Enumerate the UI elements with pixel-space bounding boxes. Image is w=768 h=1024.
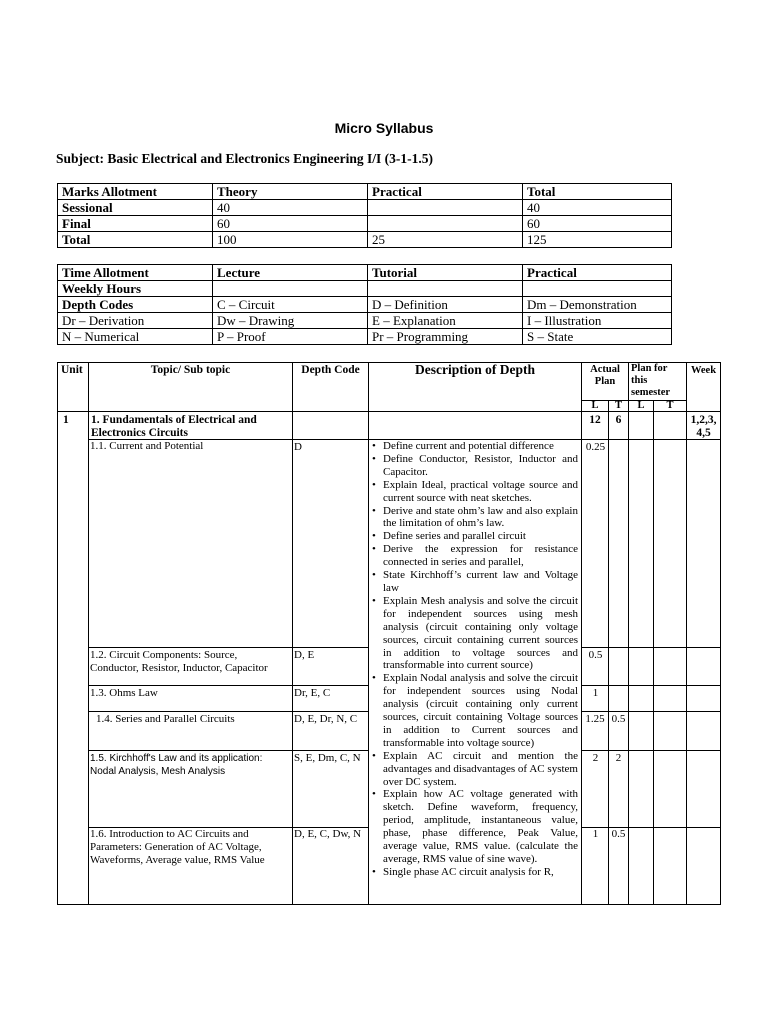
table-cell bbox=[368, 281, 523, 297]
description-of-depth bbox=[372, 440, 578, 905]
marks-allotment-table bbox=[57, 183, 672, 248]
table-cell: 60 bbox=[213, 216, 368, 232]
header-topic: Topic/ Sub topic bbox=[150, 364, 231, 376]
depth-1-5: S, E, Dm, C, N bbox=[294, 752, 361, 764]
depth-1-6: D, E, C, Dw, N bbox=[294, 828, 362, 840]
table-cell: Depth Codes bbox=[58, 297, 213, 313]
actual-t-1-5: 2 bbox=[615, 752, 622, 764]
table-row bbox=[58, 281, 672, 297]
topic-1-1: 1.1. Current and Potential bbox=[90, 440, 204, 452]
column-divider bbox=[628, 362, 629, 905]
table-cell: 40 bbox=[213, 200, 368, 216]
table-cell: Weekly Hours bbox=[58, 281, 213, 297]
table-cell: Total bbox=[58, 232, 213, 248]
table-cell: Pr – Programming bbox=[368, 329, 523, 345]
list-item: • Define Conductor, Resistor, Inductor and Capacitor. bbox=[372, 453, 578, 479]
table-cell: Dr – Derivation bbox=[58, 313, 213, 329]
list-item: • Define series and parallel circuit bbox=[372, 530, 578, 543]
header-description: Description of Depth bbox=[415, 362, 535, 377]
column-divider bbox=[292, 362, 293, 905]
depth-1-2: D, E bbox=[294, 649, 315, 661]
row-divider bbox=[88, 647, 368, 648]
header-plan-l: L bbox=[637, 400, 645, 411]
table-cell: Total bbox=[523, 184, 672, 200]
header-actual-plan: Actual Plan bbox=[590, 364, 620, 387]
description-list bbox=[372, 440, 578, 879]
table-cell: S – State bbox=[523, 329, 672, 345]
row-divider bbox=[581, 711, 721, 712]
page-title: Micro Syllabus bbox=[334, 120, 434, 136]
topic-1-3: 1.3. Ohms Law bbox=[90, 687, 158, 699]
header-actual-t: T bbox=[614, 400, 622, 411]
table-cell: 60 bbox=[523, 216, 672, 232]
table-cell bbox=[523, 281, 672, 297]
syllabus-table bbox=[57, 362, 721, 905]
table-cell: I – Illustration bbox=[523, 313, 672, 329]
time-allotment-table bbox=[57, 264, 672, 345]
table-cell: Marks Allotment bbox=[58, 184, 213, 200]
column-divider bbox=[686, 362, 687, 905]
table-cell: Practical bbox=[368, 184, 523, 200]
table-cell bbox=[368, 200, 523, 216]
table-cell bbox=[213, 281, 368, 297]
actual-t-1-6: 0.5 bbox=[611, 828, 626, 840]
unit-title: 1. Fundamentals of Electrical and Electronics Circuits bbox=[91, 414, 257, 439]
list-item: • Explain Nodal analysis and solve the circuit for independent sources using Nodal analysis (circuit containing only current sources, circuit containing Voltage sources in addition to Current sources and transformable into voltage source) bbox=[372, 672, 578, 749]
header-depth-code: Depth Code bbox=[301, 364, 360, 376]
table-cell: Tutorial bbox=[368, 265, 523, 281]
column-divider bbox=[653, 400, 654, 905]
table-cell: 100 bbox=[213, 232, 368, 248]
header-unit: Unit bbox=[61, 364, 83, 376]
topic-1-5: 1.5. Kirchhoff's Law and its application: Nodal Analysis, Mesh Analysis bbox=[90, 753, 263, 777]
table-cell: Final bbox=[58, 216, 213, 232]
depth-1-4: D, E, Dr, N, C bbox=[294, 713, 358, 725]
table-cell: D – Definition bbox=[368, 297, 523, 313]
list-item: • Define current and potential difference bbox=[372, 440, 578, 453]
table-cell: 125 bbox=[523, 232, 672, 248]
list-item: • Single phase AC circuit analysis for R, bbox=[372, 866, 578, 879]
list-item: • Explain how AC voltage generated with sketch. Define waveform, frequency, period, amplitude, instantaneous value, phase, phase difference, Peak Value, average value, RMS value. (calculate the average, RMS value of sine wave). bbox=[372, 788, 578, 865]
header-week: Week bbox=[690, 365, 717, 376]
actual-t-1-4: 0.5 bbox=[611, 713, 626, 725]
table-cell: 25 bbox=[368, 232, 523, 248]
table-header-row bbox=[58, 265, 672, 281]
topic-1-2: 1.2. Circuit Components: Source, Conductor, Resistor, Inductor, Capacitor bbox=[90, 649, 268, 674]
list-item: • Explain AC circuit and mention the advantages and disadvantages of AC system over DC system. bbox=[372, 750, 578, 789]
row-divider bbox=[88, 711, 368, 712]
unit-week: 1,2,3, 4,5 bbox=[690, 414, 717, 439]
list-item: • Derive and state ohm’s law and also explain the limitation of ohm’s law. bbox=[372, 505, 578, 531]
table-cell: Theory bbox=[213, 184, 368, 200]
topic-1-4: 1.4. Series and Parallel Circuits bbox=[96, 713, 235, 725]
unit-number: 1 bbox=[63, 414, 69, 426]
row-divider bbox=[581, 750, 721, 751]
actual-l-1-3: 1 bbox=[592, 687, 599, 699]
table-cell: C – Circuit bbox=[213, 297, 368, 313]
row-divider bbox=[88, 685, 368, 686]
topic-1-6: 1.6. Introduction to AC Circuits and Parameters: Generation of AC Voltage, Waveforms, Average value, RMS Value bbox=[90, 828, 265, 866]
header-actual-l: L bbox=[591, 400, 599, 411]
table-cell: Time Allotment bbox=[58, 265, 213, 281]
header-plan-semester: Plan for this semester bbox=[631, 363, 671, 398]
column-divider bbox=[88, 362, 89, 905]
depth-1-3: Dr, E, C bbox=[294, 687, 331, 699]
list-item: • Explain Mesh analysis and solve the circuit for independent sources using mesh analysis (circuit containing only voltage sources, circuit containing current sources in addition to voltage sources and transformable into current source) bbox=[372, 595, 578, 672]
table-row bbox=[58, 329, 672, 345]
table-row bbox=[58, 216, 672, 232]
table-cell: Dm – Demonstration bbox=[523, 297, 672, 313]
header-plan-t: T bbox=[666, 400, 674, 411]
table-row bbox=[58, 297, 672, 313]
table-cell: Sessional bbox=[58, 200, 213, 216]
actual-l-1-5: 2 bbox=[592, 752, 599, 764]
table-row bbox=[58, 313, 672, 329]
list-item: • Derive the expression for resistance connected in series and parallel, bbox=[372, 543, 578, 569]
row-divider bbox=[88, 750, 368, 751]
column-divider bbox=[581, 362, 582, 905]
table-row bbox=[58, 200, 672, 216]
table-cell bbox=[368, 216, 523, 232]
row-divider bbox=[581, 685, 721, 686]
depth-1-1: D bbox=[294, 441, 302, 453]
table-border-right bbox=[720, 362, 721, 905]
table-cell: E – Explanation bbox=[368, 313, 523, 329]
actual-l-1-2: 0.5 bbox=[588, 649, 603, 661]
table-cell: Dw – Drawing bbox=[213, 313, 368, 329]
table-row bbox=[58, 232, 672, 248]
actual-l-1-1: 0.25 bbox=[585, 441, 606, 453]
unit-actual-t: 6 bbox=[615, 414, 622, 426]
table-cell: 40 bbox=[523, 200, 672, 216]
table-border-left bbox=[57, 362, 58, 905]
row-divider bbox=[581, 647, 721, 648]
actual-l-1-6: 1 bbox=[592, 828, 599, 840]
table-cell: Lecture bbox=[213, 265, 368, 281]
list-item: • State Kirchhoff’s current law and Voltage law bbox=[372, 569, 578, 595]
table-cell: N – Numerical bbox=[58, 329, 213, 345]
list-item: • Explain Ideal, practical voltage source and current source with neat sketches. bbox=[372, 479, 578, 505]
column-divider bbox=[368, 362, 369, 905]
table-header-row bbox=[58, 184, 672, 200]
subject-line: Subject: Basic Electrical and Electronics Engineering I/I (3-1-1.5) bbox=[56, 151, 433, 166]
unit-actual-l: 12 bbox=[589, 414, 601, 426]
table-cell: Practical bbox=[523, 265, 672, 281]
actual-l-1-4: 1.25 bbox=[585, 713, 605, 725]
table-cell: P – Proof bbox=[213, 329, 368, 345]
row-divider bbox=[57, 411, 721, 412]
